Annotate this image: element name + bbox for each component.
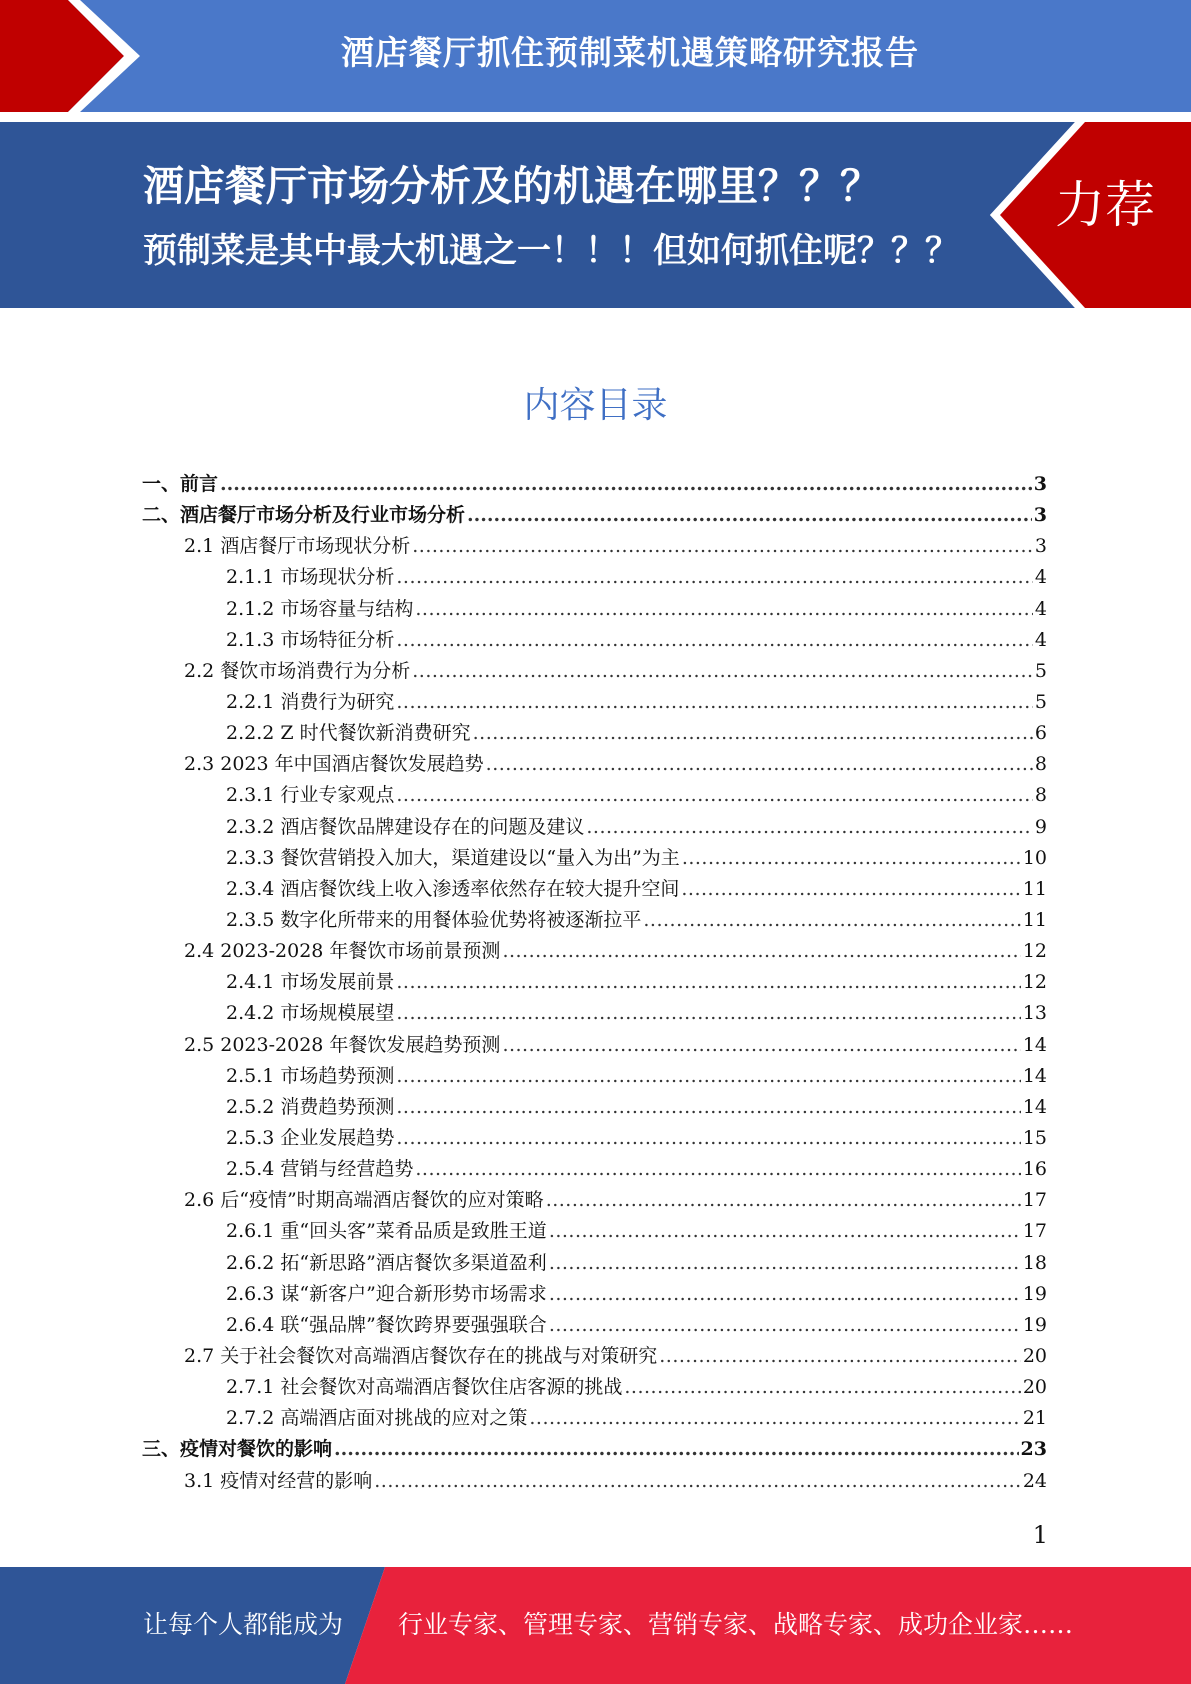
toc-entry-page: 8 xyxy=(1034,784,1047,807)
toc-entry[interactable] xyxy=(142,1403,1047,1434)
top-banner xyxy=(0,0,1191,112)
toc-entry-page: 5 xyxy=(1034,690,1047,713)
toc-entry-page: 5 xyxy=(1034,659,1047,682)
toc-entry-label: 2.3.4 酒店餐饮线上收入渗透率依然存在较大提升空间 xyxy=(226,877,680,900)
toc-entry-label: 2.6 后“疫情”时期高端酒店餐饮的应对策略 xyxy=(184,1189,544,1212)
toc-dot-leader xyxy=(334,1434,1019,1465)
hero-subheadline: 预制菜是其中最大机遇之一！！！但如何抓住呢？？？ xyxy=(143,231,959,271)
toc-heading: 内容目录 xyxy=(523,385,668,426)
toc-dot-leader xyxy=(374,1466,1021,1497)
toc-entry-page: 14 xyxy=(1022,1095,1047,1118)
toc-entry-label: 2.1.2 市场容量与结构 xyxy=(226,597,414,620)
table-of-contents xyxy=(142,469,1047,1497)
toc-entry[interactable] xyxy=(142,843,1047,874)
toc-entry-page: 14 xyxy=(1022,1064,1047,1087)
toc-entry[interactable] xyxy=(142,967,1047,998)
toc-entry-page: 4 xyxy=(1034,628,1047,651)
toc-dot-leader xyxy=(681,874,1020,905)
toc-entry[interactable] xyxy=(142,1061,1047,1092)
toc-entry-label: 2.7.2 高端酒店面对挑战的应对之策 xyxy=(226,1407,528,1430)
toc-entry-label: 2.2.1 消费行为研究 xyxy=(226,690,395,713)
toc-entry[interactable] xyxy=(142,812,1047,843)
footer-slogan-right: 行业专家、管理专家、营销专家、战略专家、成功企业家…… xyxy=(398,1610,1074,1639)
toc-dot-leader xyxy=(682,843,1021,874)
toc-entry[interactable] xyxy=(142,531,1047,562)
toc-dot-leader xyxy=(396,1092,1020,1123)
toc-entry-page: 3 xyxy=(1033,504,1047,527)
toc-entry-label: 2.2.2 Z 时代餐饮新消费研究 xyxy=(226,722,471,745)
toc-entry-page: 21 xyxy=(1022,1407,1047,1430)
toc-entry[interactable] xyxy=(142,780,1047,811)
toc-dot-leader xyxy=(486,749,1033,780)
toc-entry-page: 17 xyxy=(1022,1220,1047,1243)
toc-entry-label: 2.7 关于社会餐饮对高端酒店餐饮存在的挑战与对策研究 xyxy=(184,1344,658,1367)
toc-entry[interactable] xyxy=(142,998,1047,1029)
toc-dot-leader xyxy=(396,625,1033,656)
toc-entry-label: 2.1 酒店餐厅市场现状分析 xyxy=(184,535,411,558)
toc-dot-leader xyxy=(549,1216,1021,1247)
toc-entry[interactable] xyxy=(142,594,1047,625)
toc-entry-page: 3 xyxy=(1033,473,1047,495)
toc-entry-page: 14 xyxy=(1022,1033,1047,1056)
toc-dot-leader xyxy=(396,1123,1020,1154)
toc-entry-label: 2.5.1 市场趋势预测 xyxy=(226,1064,395,1087)
toc-entry[interactable] xyxy=(142,1092,1047,1123)
toc-dot-leader xyxy=(549,1248,1021,1279)
red-chevron-decoration xyxy=(0,0,150,112)
toc-dot-leader xyxy=(643,905,1020,936)
toc-entry-label: 3.1 疫情对经营的影响 xyxy=(184,1469,373,1492)
toc-entry[interactable] xyxy=(142,1341,1047,1372)
toc-entry[interactable] xyxy=(142,1279,1047,1310)
toc-entry[interactable] xyxy=(142,1154,1047,1185)
toc-entry-label: 2.6.4 联“强品牌”餐饮跨界要强强联合 xyxy=(226,1313,547,1336)
toc-dot-leader xyxy=(502,936,1020,967)
toc-entry[interactable] xyxy=(142,1216,1047,1247)
toc-entry-page: 8 xyxy=(1034,753,1047,776)
toc-entry-label: 2.3.5 数字化所带来的用餐体验优势将被逐渐拉平 xyxy=(226,908,642,931)
toc-entry-page: 3 xyxy=(1034,535,1047,558)
toc-dot-leader xyxy=(396,687,1033,718)
toc-entry[interactable] xyxy=(142,687,1047,718)
toc-dot-leader xyxy=(415,1154,1020,1185)
toc-entry-label: 2.4.2 市场规模展望 xyxy=(226,1002,395,1025)
hero-banner xyxy=(0,122,1191,308)
toc-entry-label: 2.5.4 营销与经营趋势 xyxy=(226,1158,414,1181)
toc-dot-leader xyxy=(220,469,1032,500)
toc-entry-page: 24 xyxy=(1022,1469,1047,1492)
toc-entry[interactable] xyxy=(142,936,1047,967)
toc-entry-label: 2.3 2023 年中国酒店餐饮发展趋势 xyxy=(184,753,484,776)
toc-entry-page: 20 xyxy=(1022,1344,1047,1367)
toc-dot-leader xyxy=(396,1061,1020,1092)
toc-entry-label: 2.5 2023-2028 年餐饮发展趋势预测 xyxy=(184,1033,501,1056)
toc-entry-label: 2.2 餐饮市场消费行为分析 xyxy=(184,659,411,682)
toc-dot-leader xyxy=(502,1030,1020,1061)
toc-entry-label: 2.4 2023-2028 年餐饮市场前景预测 xyxy=(184,940,501,963)
toc-entry-page: 18 xyxy=(1022,1251,1047,1274)
toc-dot-leader xyxy=(529,1403,1020,1434)
toc-entry-page: 19 xyxy=(1022,1313,1047,1336)
toc-entry[interactable] xyxy=(142,1372,1047,1403)
page-number: 1 xyxy=(1032,1521,1048,1549)
toc-entry-label: 2.3.2 酒店餐饮品牌建设存在的问题及建议 xyxy=(226,815,585,838)
toc-entry-label: 2.7.1 社会餐饮对高端酒店餐饮住店客源的挑战 xyxy=(226,1376,623,1399)
recommend-badge: 力荐 xyxy=(1055,176,1155,234)
toc-entry-label: 三、疫情对餐饮的影响 xyxy=(142,1438,333,1461)
toc-entry[interactable] xyxy=(142,874,1047,905)
toc-dot-leader xyxy=(415,594,1033,625)
toc-entry-page: 20 xyxy=(1022,1376,1047,1399)
toc-entry-page: 10 xyxy=(1022,846,1047,869)
toc-entry-page: 12 xyxy=(1022,940,1047,963)
toc-dot-leader xyxy=(396,998,1020,1029)
toc-entry-page: 23 xyxy=(1020,1438,1047,1461)
toc-entry[interactable] xyxy=(142,1185,1047,1216)
toc-entry-page: 6 xyxy=(1034,722,1047,745)
toc-dot-leader xyxy=(624,1372,1020,1403)
hero-background xyxy=(0,122,1191,308)
toc-entry[interactable] xyxy=(142,562,1047,593)
toc-entry[interactable] xyxy=(142,1310,1047,1341)
toc-entry-label: 2.6.2 拓“新思路”酒店餐饮多渠道盈利 xyxy=(226,1251,547,1274)
toc-entry-page: 11 xyxy=(1022,877,1047,900)
toc-entry-page: 4 xyxy=(1034,566,1047,589)
toc-entry-label: 一、前言 xyxy=(142,473,219,495)
toc-entry-label: 2.4.1 市场发展前景 xyxy=(226,971,395,994)
toc-entry-page: 19 xyxy=(1022,1282,1047,1305)
toc-entry-label: 二、酒店餐厅市场分析及行业市场分析 xyxy=(142,504,466,527)
footer-slogan-left: 让每个人都能成为 xyxy=(143,1610,344,1639)
toc-entry[interactable] xyxy=(142,656,1047,687)
toc-entry-page: 12 xyxy=(1022,971,1047,994)
toc-entry[interactable] xyxy=(142,1248,1047,1279)
toc-entry-page: 15 xyxy=(1022,1126,1047,1149)
toc-entry-label: 2.5.2 消费趋势预测 xyxy=(226,1095,395,1118)
toc-entry-label: 2.1.3 市场特征分析 xyxy=(226,628,395,651)
toc-dot-leader xyxy=(396,780,1033,811)
toc-entry[interactable] xyxy=(142,905,1047,936)
toc-dot-leader xyxy=(549,1310,1021,1341)
toc-entry[interactable] xyxy=(142,718,1047,749)
toc-entry-label: 2.3.1 行业专家观点 xyxy=(226,784,395,807)
toc-entry[interactable] xyxy=(142,469,1047,500)
toc-entry-label: 2.6.3 谋“新客户”迎合新形势市场需求 xyxy=(226,1282,547,1305)
toc-entry-page: 16 xyxy=(1022,1158,1047,1181)
toc-dot-leader xyxy=(412,531,1033,562)
toc-entry-page: 17 xyxy=(1022,1189,1047,1212)
toc-dot-leader xyxy=(549,1279,1021,1310)
toc-entry-page: 13 xyxy=(1022,1002,1047,1025)
toc-entry-page: 4 xyxy=(1034,597,1047,620)
toc-entry-label: 2.5.3 企业发展趋势 xyxy=(226,1126,395,1149)
toc-entry[interactable] xyxy=(142,1434,1047,1465)
toc-dot-leader xyxy=(396,562,1033,593)
toc-entry[interactable] xyxy=(142,500,1047,531)
toc-entry-label: 2.1.1 市场现状分析 xyxy=(226,566,395,589)
toc-entry[interactable] xyxy=(142,625,1047,656)
toc-entry-label: 2.3.3 餐饮营销投入加大，渠道建设以“量入为出”为主 xyxy=(226,846,680,869)
toc-dot-leader xyxy=(412,656,1033,687)
toc-dot-leader xyxy=(659,1341,1021,1372)
toc-entry[interactable] xyxy=(142,749,1047,780)
footer-banner xyxy=(0,1567,1191,1684)
toc-entry-page: 9 xyxy=(1034,815,1047,838)
hero-headline: 酒店餐厅市场分析及的机遇在哪里？？？ xyxy=(143,162,881,210)
toc-entry[interactable] xyxy=(142,1123,1047,1154)
report-title: 酒店餐厅抓住预制菜机遇策略研究报告 xyxy=(341,33,919,72)
toc-dot-leader xyxy=(467,500,1032,531)
toc-entry-label: 2.6.1 重“回头客”菜肴品质是致胜王道 xyxy=(226,1220,547,1243)
toc-entry[interactable] xyxy=(142,1030,1047,1061)
toc-dot-leader xyxy=(473,718,1033,749)
toc-entry[interactable] xyxy=(142,1466,1047,1497)
toc-entry-page: 11 xyxy=(1022,908,1047,931)
toc-dot-leader xyxy=(396,967,1020,998)
toc-dot-leader xyxy=(586,812,1033,843)
toc-dot-leader xyxy=(546,1185,1021,1216)
